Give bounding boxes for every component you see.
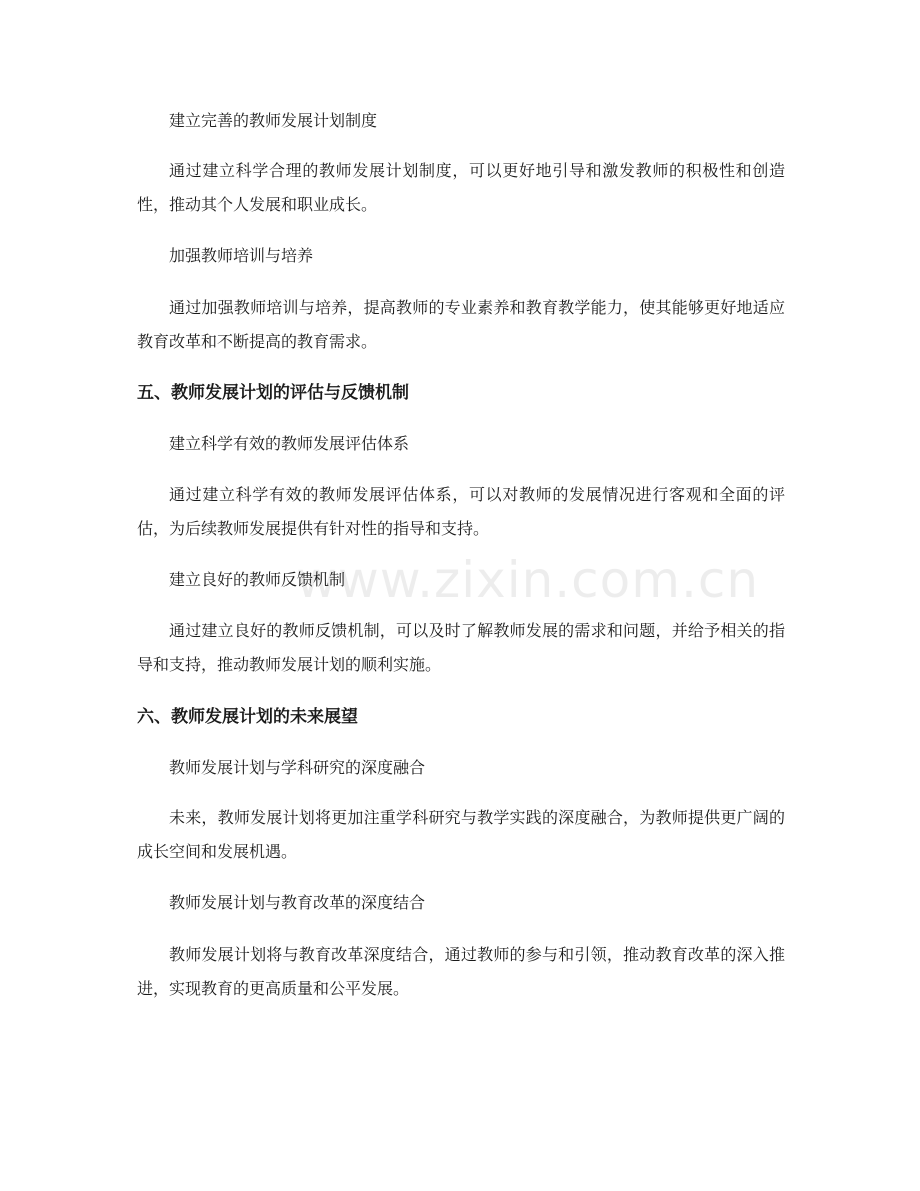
section-heading: 五、教师发展计划的评估与反馈机制 xyxy=(137,383,409,403)
subsection-title: 教师发展计划与学科研究的深度融合 xyxy=(169,758,426,777)
subsection-title: 建立科学有效的教师发展评估体系 xyxy=(169,434,410,453)
paragraph: 未来，教师发展计划将更加注重学科研究与教学实践的深度融合，为教师提供更广阔的成长空间和发展机遇。 xyxy=(137,808,785,861)
paragraph: 通过建立良好的教师反馈机制，可以及时了解教师发展的需求和问题，并给予相关的指导和支持，推动教师发展计划的顺利实施。 xyxy=(137,621,785,674)
paragraph: 通过建立科学合理的教师发展计划制度，可以更好地引导和激发教师的积极性和创造性，推动其个人发展和职业成长。 xyxy=(137,161,785,214)
subsection-title: 加强教师培训与培养 xyxy=(169,246,314,265)
subsection-title: 教师发展计划与教育改革的深度结合 xyxy=(169,893,426,912)
paragraph: 通过建立科学有效的教师发展评估体系，可以对教师的发展情况进行客观和全面的评估，为后续教师发展提供有针对性的指导和支持。 xyxy=(137,485,785,538)
subsection-title: 建立良好的教师反馈机制 xyxy=(169,570,346,589)
subsection-title: 建立完善的教师发展计划制度 xyxy=(169,111,378,130)
paragraph: 教师发展计划将与教育改革深度结合，通过教师的参与和引领，推动教育改革的深入推进，实现教育的更高质量和公平发展。 xyxy=(137,945,785,998)
paragraph: 通过加强教师培训与培养，提高教师的专业素养和教育教学能力，使其能够更好地适应教育改革和不断提高的教育需求。 xyxy=(137,298,785,351)
section-heading: 六、教师发展计划的未来展望 xyxy=(137,707,358,727)
watermark: www.zixin.com.cn xyxy=(296,551,760,609)
